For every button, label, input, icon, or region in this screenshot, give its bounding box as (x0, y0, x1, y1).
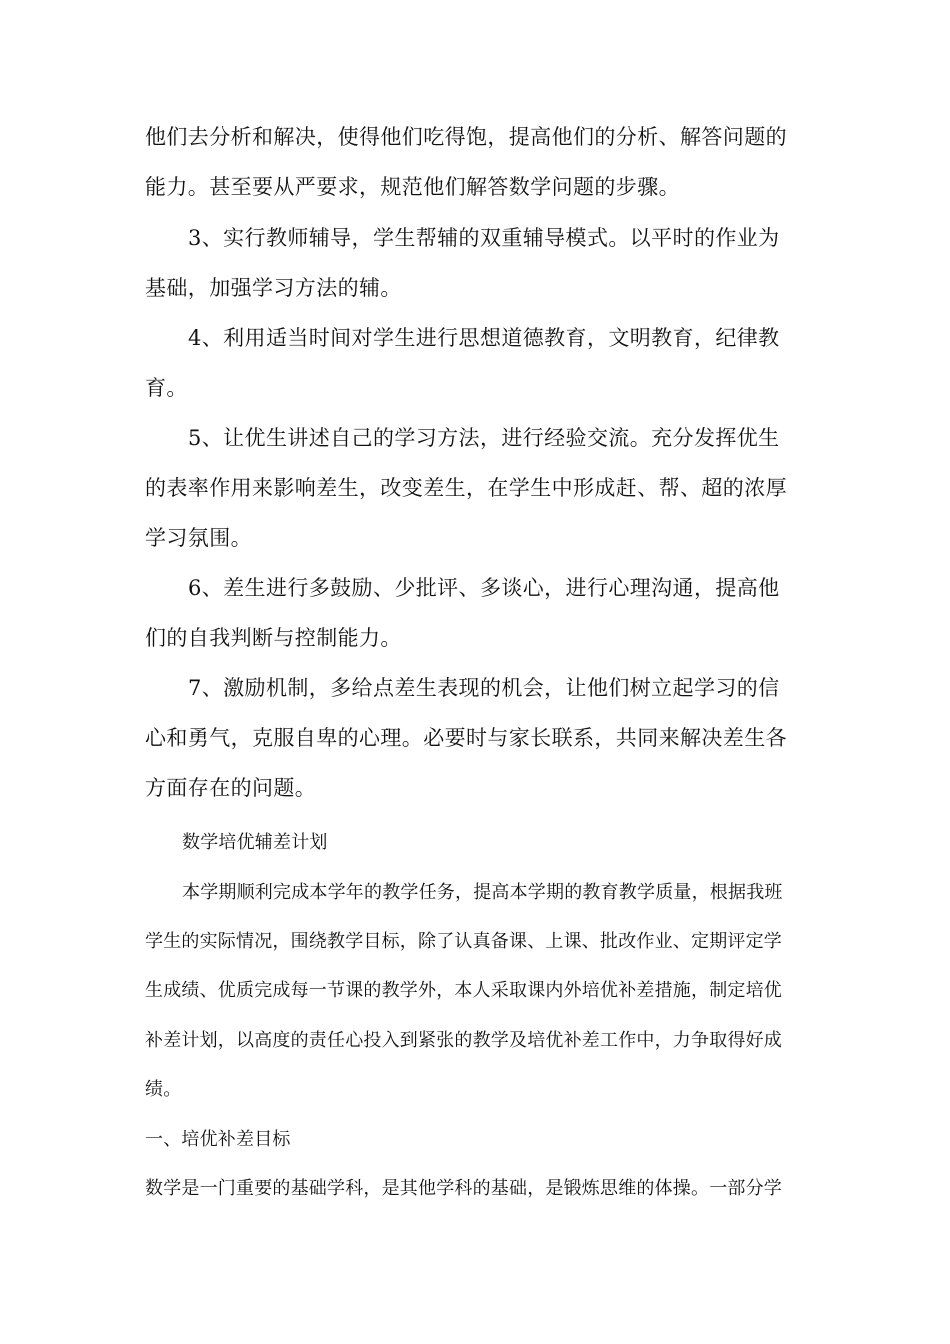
paragraph-line: 能力。甚至要从严要求，规范他们解答数学问题的步骤。 (145, 175, 680, 199)
list-item-4-line: 育。 (145, 376, 188, 400)
section-title: 数学培优辅差计划 (182, 832, 328, 853)
list-item-3-line: 基础，加强学习方法的辅。 (145, 276, 402, 300)
list-item-7-line: 7、激励机制，多给点差生表现的机会，让他们树立起学习的信 (188, 676, 780, 700)
paragraph-line: 学生的实际情况，围绕教学目标，除了认真备课、上课、批改作业、定期评定学 (145, 931, 782, 952)
list-item-7-line: 方面存在的问题。 (145, 776, 317, 800)
list-item-5-line: 5、让优生讲述自己的学习方法，进行经验交流。充分发挥优生 (188, 426, 780, 450)
list-item-3-line: 3、实行教师辅导，学生帮辅的双重辅导模式。以平时的作业为 (188, 226, 780, 250)
paragraph-line: 补差计划，以高度的责任心投入到紧张的教学及培优补差工作中，力争取得好成 (145, 1030, 782, 1051)
paragraph-line: 本学期顺利完成本学年的教学任务，提高本学期的教育教学质量，根据我班 (182, 882, 783, 903)
heading-goals: 一、培优补差目标 (145, 1129, 291, 1150)
paragraph-line: 绩。 (145, 1079, 182, 1100)
list-item-5-line: 学习氛围。 (145, 526, 252, 550)
list-item-7-line: 心和勇气，克服自卑的心理。必要时与家长联系，共同来解决差生各 (145, 726, 787, 750)
paragraph-line: 生成绩、优质完成每一节课的教学外，本人采取课内外培优补差措施，制定培优 (145, 980, 782, 1001)
list-item-4-line: 4、利用适当时间对学生进行思想道德教育，文明教育，纪律教 (188, 326, 780, 350)
paragraph-line: 他们去分析和解决，使得他们吃得饱，提高他们的分析、解答问题的 (145, 125, 787, 149)
list-item-5-line: 的表率作用来影响差生，改变差生，在学生中形成赶、帮、超的浓厚 (145, 476, 787, 500)
paragraph-line: 数学是一门重要的基础学科，是其他学科的基础，是锻炼思维的体操。一部分学 (145, 1178, 782, 1199)
list-item-6-line: 6、差生进行多鼓励、少批评、多谈心，进行心理沟通，提高他 (188, 576, 780, 600)
list-item-6-line: 们的自我判断与控制能力。 (145, 626, 402, 650)
